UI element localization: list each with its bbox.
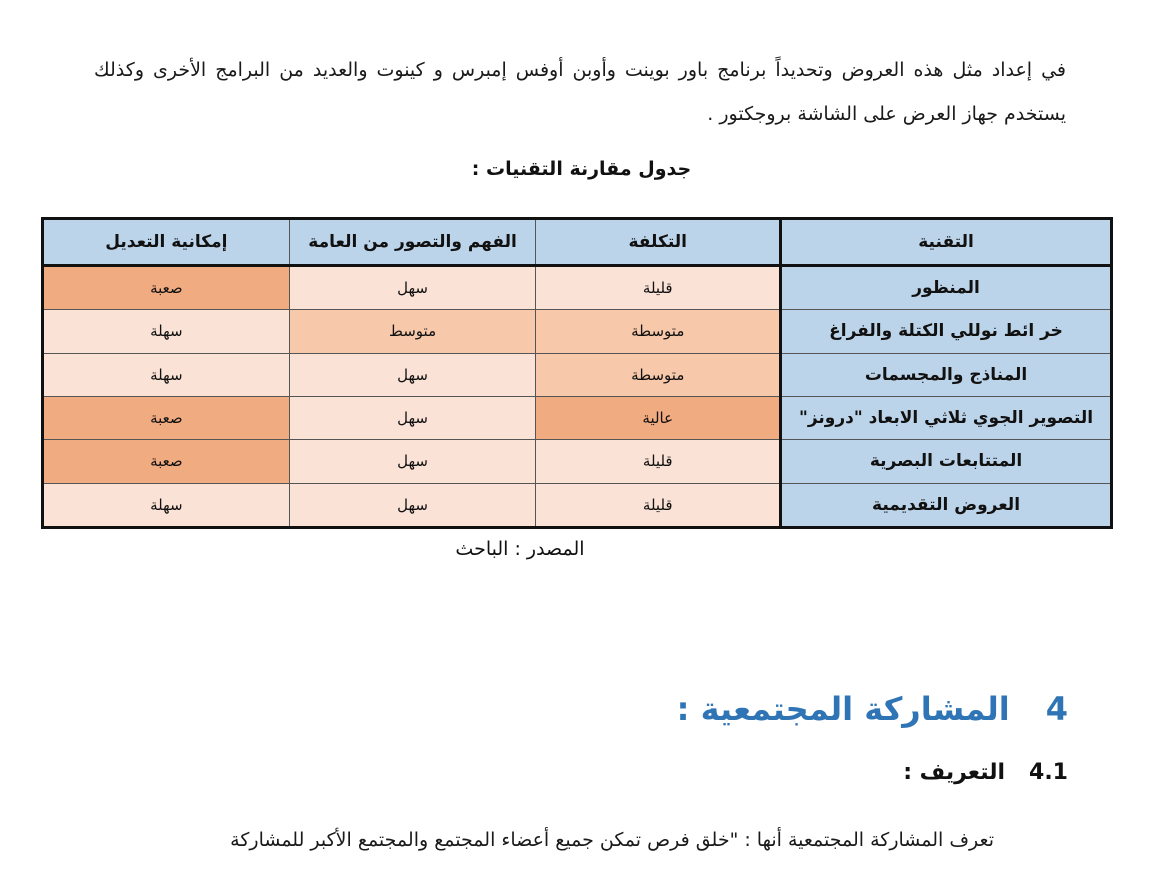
table-caption: جدول مقارنة التقنيات : — [471, 158, 692, 180]
row-understanding: سهل — [289, 396, 536, 439]
section-number: 4 — [1045, 690, 1068, 728]
row-technology: المنظور — [781, 266, 1112, 310]
row-understanding: متوسط — [289, 310, 536, 353]
row-cost: متوسطة — [536, 310, 781, 353]
table-row — [43, 440, 1112, 483]
row-technology: المناذج والمجسمات — [781, 353, 1112, 396]
header-cost: التكلفة — [536, 219, 781, 266]
header-technology: التقنية — [781, 219, 1112, 266]
table-row — [43, 396, 1112, 439]
row-editability: صعبة — [43, 396, 290, 439]
row-cost: عالية — [536, 396, 781, 439]
row-understanding: سهل — [289, 266, 536, 310]
subsection-heading — [903, 760, 1068, 785]
row-editability: صعبة — [43, 440, 290, 483]
definition-paragraph: تعرف المشاركة المجتمعية أنها : "خلق فرص تمكن جميع أعضاء المجتمع والمجتمع الأكبر للمشاركة — [230, 829, 994, 851]
row-editability: صعبة — [43, 266, 290, 310]
table-header-row — [43, 219, 1112, 266]
row-technology: المتتابعات البصرية — [781, 440, 1112, 483]
section-heading — [677, 690, 1068, 728]
table-row — [43, 483, 1112, 527]
row-cost: قليلة — [536, 483, 781, 527]
table-row — [43, 353, 1112, 396]
intro-paragraph: في إعداد مثل هذه العروض وتحديداً برنامج باور بوينت وأوبن أوفس إمبرس و كينوت والعديد من البرامج الأخرى وكذلك يستخدم جهاز العرض على الشاشة بروجكتور . — [94, 59, 1066, 125]
row-editability: سهلة — [43, 310, 290, 353]
row-editability: سهلة — [43, 353, 290, 396]
comparison-table — [41, 217, 1113, 529]
row-cost: قليلة — [536, 440, 781, 483]
table-row — [43, 310, 1112, 353]
header-editability: إمكانية التعديل — [43, 219, 290, 266]
row-understanding: سهل — [289, 440, 536, 483]
row-editability: سهلة — [43, 483, 290, 527]
row-cost: قليلة — [536, 266, 781, 310]
row-technology: العروض التقديمية — [781, 483, 1112, 527]
row-cost: متوسطة — [536, 353, 781, 396]
section-title: المشاركة المجتمعية : — [676, 690, 1010, 728]
row-understanding: سهل — [289, 483, 536, 527]
header-understanding: الفهم والتصور من العامة — [289, 219, 536, 266]
subsection-title: التعريف : — [903, 760, 1006, 785]
table-row — [43, 266, 1112, 310]
subsection-number: 4.1 — [1029, 760, 1068, 785]
row-technology: التصوير الجوي ثلاثي الابعاد "درونز" — [781, 396, 1112, 439]
row-understanding: سهل — [289, 353, 536, 396]
table-source: المصدر : الباحث — [455, 538, 585, 560]
row-technology: خر ائط نوللي الكتلة والفراغ — [781, 310, 1112, 353]
